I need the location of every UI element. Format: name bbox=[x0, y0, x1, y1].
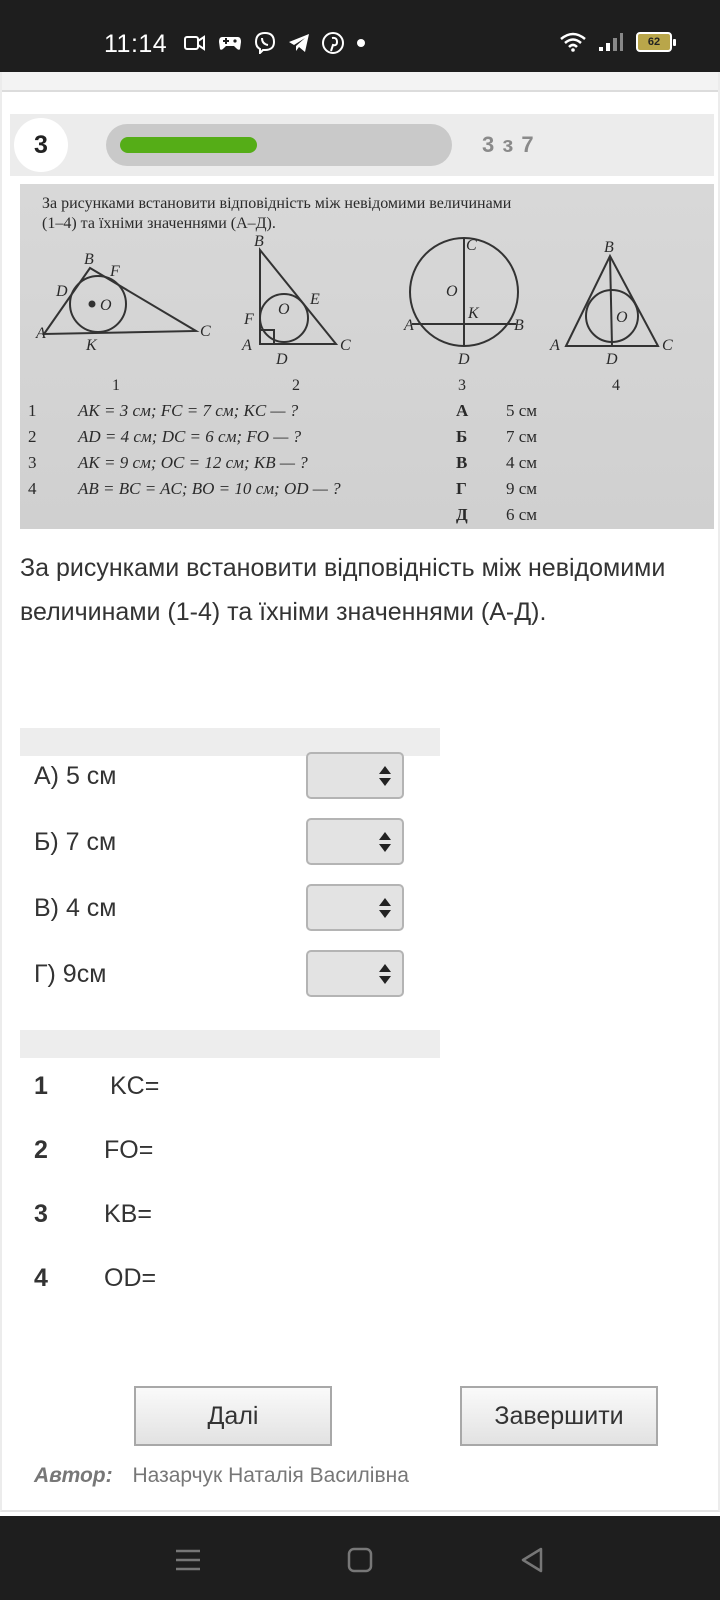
svg-text:A: A bbox=[242, 337, 252, 354]
svg-text:K: K bbox=[468, 305, 479, 322]
figure-number: 2 bbox=[292, 377, 300, 394]
select-arrows-icon bbox=[378, 830, 392, 854]
condition-text: AK = 3 см; FC = 7 см; KC — ? bbox=[78, 401, 299, 420]
svg-text:D: D bbox=[458, 351, 470, 368]
answer-row bbox=[20, 752, 420, 802]
question-number-badge: 3 bbox=[14, 118, 68, 172]
item-row bbox=[20, 1066, 420, 1106]
answer-label: А) 5 см bbox=[34, 762, 117, 790]
option-value: 7 см bbox=[506, 427, 538, 446]
answer-label: В) 4 см bbox=[34, 894, 117, 922]
photo-title-line2: (1–4) та їхніми значеннями (А–Д). bbox=[42, 215, 276, 232]
wifi-icon bbox=[560, 32, 586, 52]
svg-text:C: C bbox=[466, 237, 477, 254]
svg-text:D: D bbox=[606, 351, 618, 368]
menu-icon[interactable] bbox=[168, 1540, 208, 1580]
svg-text:B: B bbox=[514, 317, 524, 334]
item-text: OD= bbox=[104, 1264, 157, 1292]
condition-num: 4 bbox=[28, 479, 37, 498]
item-text: KC= bbox=[110, 1072, 160, 1100]
svg-text:C: C bbox=[662, 337, 673, 354]
progress-bar-fill bbox=[120, 137, 257, 153]
svg-text:C: C bbox=[200, 323, 211, 340]
answer-select[interactable] bbox=[306, 752, 404, 799]
figure-number: 4 bbox=[612, 377, 620, 394]
option-letter: Б bbox=[456, 427, 468, 446]
svg-text:D: D bbox=[56, 283, 68, 300]
svg-text:O: O bbox=[446, 283, 458, 300]
finish-button[interactable]: Завершити bbox=[460, 1386, 658, 1446]
figure-1 bbox=[44, 268, 196, 334]
quiz-page bbox=[0, 72, 720, 1512]
option-value: 5 см bbox=[506, 401, 538, 420]
signal-icon bbox=[598, 32, 624, 52]
select-arrows-icon bbox=[378, 896, 392, 920]
top-strip bbox=[2, 72, 718, 92]
progress-label: 3 з 7 bbox=[482, 132, 535, 157]
figure-number: 3 bbox=[458, 377, 466, 394]
answer-label: Б) 7 см bbox=[34, 828, 117, 856]
option-letter: А bbox=[456, 401, 469, 420]
svg-text:A: A bbox=[36, 325, 46, 342]
answer-select[interactable] bbox=[306, 950, 404, 997]
author-label: Автор: bbox=[34, 1464, 113, 1487]
figure-2 bbox=[260, 250, 336, 344]
items-header bbox=[20, 1030, 440, 1058]
exercise-photo bbox=[20, 184, 714, 529]
svg-text:O: O bbox=[278, 301, 290, 318]
item-row bbox=[20, 1130, 420, 1170]
back-icon[interactable] bbox=[512, 1540, 552, 1580]
option-value: 6 см bbox=[506, 505, 538, 524]
svg-text:K: K bbox=[86, 337, 97, 354]
svg-text:E: E bbox=[310, 291, 320, 308]
select-arrows-icon bbox=[378, 764, 392, 788]
option-value: 4 см bbox=[506, 453, 538, 472]
select-arrows-icon bbox=[378, 962, 392, 986]
navigation-bar bbox=[0, 1516, 720, 1600]
option-letter: В bbox=[456, 453, 468, 472]
item-row bbox=[20, 1258, 420, 1298]
item-number: 1 bbox=[34, 1072, 48, 1100]
svg-text:A: A bbox=[550, 337, 560, 354]
game-icon bbox=[218, 34, 242, 52]
photo-title-line1: За рисунками встановити відповідність між невідомими величинами bbox=[42, 195, 512, 212]
condition-num: 2 bbox=[28, 427, 37, 446]
svg-text:B: B bbox=[604, 239, 614, 256]
svg-text:O: O bbox=[616, 309, 628, 326]
answer-select[interactable] bbox=[306, 884, 404, 931]
option-value: 9 см bbox=[506, 479, 538, 498]
condition-num: 3 bbox=[28, 453, 37, 472]
option-letter: Д bbox=[456, 505, 468, 524]
pinterest-icon bbox=[322, 32, 344, 54]
battery-level: 62 bbox=[647, 36, 661, 48]
figure-4 bbox=[566, 256, 658, 346]
item-number: 4 bbox=[34, 1264, 48, 1292]
answer-row bbox=[20, 818, 420, 868]
status-time: 11:14 bbox=[104, 30, 168, 58]
answer-row bbox=[20, 950, 420, 1000]
progress-bar bbox=[106, 124, 452, 166]
viber-icon bbox=[254, 32, 276, 54]
svg-text:D: D bbox=[276, 351, 288, 368]
item-number: 3 bbox=[34, 1200, 48, 1228]
condition-num: 1 bbox=[28, 401, 37, 420]
svg-text:O: O bbox=[100, 297, 112, 314]
condition-text: AD = 4 см; DC = 6 см; FO — ? bbox=[78, 427, 302, 446]
dot-icon bbox=[356, 38, 366, 48]
svg-text:F: F bbox=[110, 263, 120, 280]
author-name: Назарчук Наталія Василівна bbox=[132, 1464, 409, 1487]
item-row bbox=[20, 1194, 420, 1234]
answer-label: Г) 9см bbox=[34, 960, 107, 988]
condition-text: AB = BC = AC; BO = 10 см; OD — ? bbox=[78, 479, 341, 498]
answer-row bbox=[20, 884, 420, 934]
svg-text:C: C bbox=[340, 337, 351, 354]
system-icons bbox=[560, 32, 672, 52]
telegram-icon bbox=[288, 33, 310, 53]
option-letter: Г bbox=[456, 479, 467, 498]
item-text: FO= bbox=[104, 1136, 154, 1164]
next-button[interactable]: Далі bbox=[134, 1386, 332, 1446]
condition-text: AK = 9 см; OC = 12 см; KB — ? bbox=[78, 453, 308, 472]
figure-number: 1 bbox=[112, 377, 120, 394]
svg-text:B: B bbox=[84, 251, 94, 268]
notification-icons bbox=[184, 32, 366, 54]
svg-text:F: F bbox=[244, 311, 254, 328]
home-icon[interactable] bbox=[340, 1540, 380, 1580]
exercise-figure bbox=[20, 184, 714, 529]
status-bar bbox=[0, 0, 720, 72]
figure-3 bbox=[410, 238, 518, 346]
question-text: За рисунками встановити відповідність між невідомими величинами (1-4) та їхніми значеннями (А-Д). bbox=[20, 554, 666, 626]
item-number: 2 bbox=[34, 1136, 48, 1164]
video-icon bbox=[184, 34, 206, 52]
progress-row bbox=[10, 114, 714, 176]
svg-text:A: A bbox=[404, 317, 414, 334]
svg-text:B: B bbox=[254, 233, 264, 250]
author-line bbox=[34, 1464, 409, 1488]
battery-icon bbox=[636, 32, 672, 52]
answer-select[interactable] bbox=[306, 818, 404, 865]
item-text: KB= bbox=[104, 1200, 152, 1228]
